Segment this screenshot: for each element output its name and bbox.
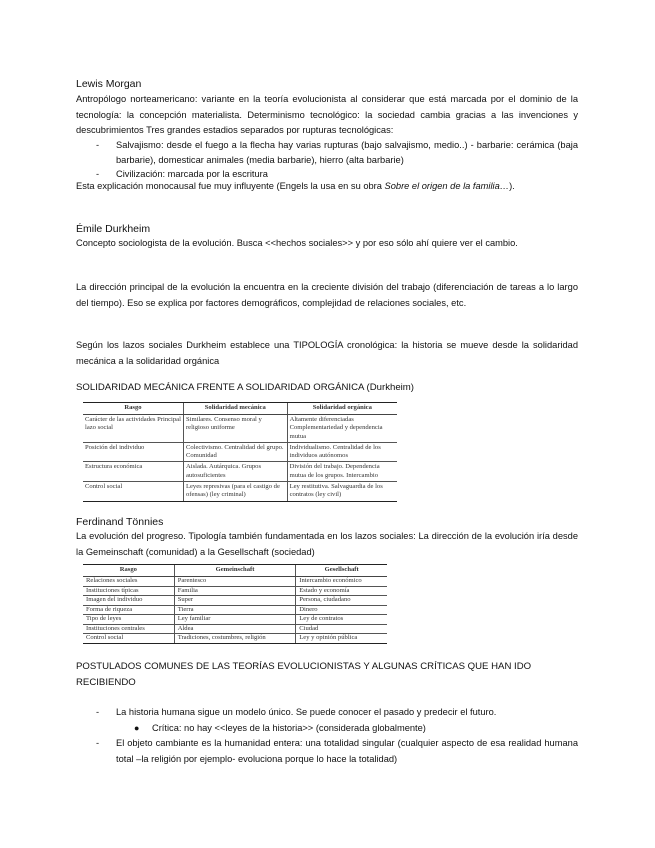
table-row: [83, 624, 387, 634]
table-row: [83, 442, 397, 462]
gemeinschaft-table: [83, 564, 387, 644]
table-cell: Instituciones típicas: [83, 586, 174, 596]
durkheim-paragraph-1: Concepto sociologista de la evolución. Busca <<hechos sociales>> y por eso sólo ahí quiere ver el cambio.: [76, 238, 518, 248]
tonnies-paragraph: La evolución del progreso. Tipología también fundamentada en los lazos sociales: La dirección de la evolución iría desde la Gemeinschaft (comunidad) a la Gesellschaft (sociedad): [76, 531, 578, 557]
list-item-text: Crítica: no hay <<leyes de la historia>> (considerada globalmente): [152, 722, 426, 733]
table-cell: Ley de contratos: [296, 615, 387, 625]
list-item: [76, 705, 578, 736]
morgan-influence-paragraph: [76, 179, 578, 195]
table-cell: Aldea: [174, 624, 296, 634]
table-cell: Intercambio económico: [296, 577, 387, 587]
table-cell: Carácter de las actividades Principal lazo social: [83, 415, 183, 443]
table-row: [83, 634, 387, 644]
postulados-list: [76, 705, 578, 767]
bullet-dot-icon: ●: [134, 722, 140, 733]
table-row: [83, 596, 387, 606]
table-cell: Ley familiar: [174, 615, 296, 625]
table-row: [83, 415, 397, 443]
table-cell: Dinero: [296, 605, 387, 615]
morgan-paragraph: Antropólogo norteamericano: variante en la teoría evolucionista al considerar que está marcada por el dominio de la tecnología: la concepción materialista. Determinismo tecnológico: la sociedad cambia gracias a las invenciones y descubrimientos Tres grandes estadios separados por rupturas tecnológicas:: [76, 94, 578, 135]
table-header: Gemeinschaft: [174, 565, 296, 577]
table-cell: Forma de riqueza: [83, 605, 174, 615]
table-cell: Imagen del individuo: [83, 596, 174, 606]
table-cell: Aislada. Autárquica. Grupos autosuficientes: [183, 462, 287, 482]
table-row: [83, 586, 387, 596]
table-cell: Parentesco: [174, 577, 296, 587]
morgan-stages-list: [76, 138, 578, 182]
table-cell: Ciudad: [296, 624, 387, 634]
table-header-row: [83, 565, 387, 577]
section-heading-durkheim: Émile Durkheim: [76, 223, 151, 235]
list-item-text: Civilización: marcada por la escritura: [116, 169, 268, 179]
table-cell: Individualismo. Centralidad de los individuos autónomos: [287, 442, 397, 462]
table-header: Solidaridad mecánica: [183, 403, 287, 415]
table-cell: Posición del individuo: [83, 442, 183, 462]
table-header-row: [83, 403, 397, 415]
table-row: [83, 462, 397, 482]
table-cell: Ley restitutiva. Salvaguardia de los contratos (ley civil): [287, 482, 397, 502]
table-cell: División del trabajo. Dependencia mutua de los grupos. Intercambio: [287, 462, 397, 482]
table-header: Rasgo: [83, 565, 174, 577]
list-item-text: La historia humana sigue un modelo único. Se puede conocer el pasado y predecir el futuro.: [116, 707, 497, 717]
table-row: [83, 605, 387, 615]
table-cell: Altamente diferenciadas Complementariedad y dependencia mutua: [287, 415, 397, 443]
list-item-text: El objeto cambiante es la humanidad entera: una totalidad singular (cualquier aspecto de esa realidad humana total –la religión por ejemplo- evoluciona porque lo hace la totalidad): [116, 738, 578, 764]
table-header: Rasgo: [83, 403, 183, 415]
table-row: [83, 577, 387, 587]
table-cell: Colectivismo. Centralidad del grupo. Comunidad: [183, 442, 287, 462]
table-row: [83, 615, 387, 625]
list-item: [76, 138, 578, 167]
table-cell: Control social: [83, 634, 174, 644]
solidarity-table: [83, 402, 397, 502]
durkheim-paragraph-3: Según los lazos sociales Durkheim establece una TIPOLOGÍA cronológica: la historia se mueve desde la solidaridad mecánica a la solidaridad orgánica: [76, 340, 578, 366]
section-heading-morgan: Lewis Morgan: [76, 78, 142, 90]
table-cell: Instituciones centrales: [83, 624, 174, 634]
table-header: Solidaridad orgánica: [287, 403, 397, 415]
list-item-text: Salvajismo: desde el fuego a la flecha hay varias rupturas (bajo salvajismo, medio..) - barbarie: cerámica (baja barbarie), domesticar animales (media barbarie), hierro (alta barbarie): [116, 140, 578, 165]
list-item: [76, 736, 578, 767]
durkheim-paragraph-2: La dirección principal de la evolución la encuentra en la creciente división del trabajo (diferenciación de tareas a lo largo del tiempo). Eso se explica por factores demográficos, complejidad de relaciones sociales, etc.: [76, 282, 578, 308]
table-cell: Similares. Consenso moral y religioso uniforme: [183, 415, 287, 443]
table-cell: Tierra: [174, 605, 296, 615]
dash-marker: -: [96, 707, 100, 717]
table-cell: Relaciones sociales: [83, 577, 174, 587]
table-header: Gesellschaft: [296, 565, 387, 577]
dash-marker: -: [96, 738, 100, 748]
list-item: [76, 721, 578, 737]
book-title: Sobre el origen de la familia…: [384, 181, 510, 191]
table-cell: Estructura económica: [83, 462, 183, 482]
text-run: ).: [509, 181, 515, 191]
table-cell: Control social: [83, 482, 183, 502]
table-cell: Super: [174, 596, 296, 606]
section-heading-postulados: POSTULADOS COMUNES DE LAS TEORÍAS EVOLUCIONISTAS Y ALGUNAS CRÍTICAS QUE HAN IDO RECIBIENDO: [76, 661, 532, 688]
dash-marker: -: [96, 140, 100, 150]
table-cell: Ley y opinión pública: [296, 634, 387, 644]
table-cell: Tradiciones, costumbres, religión: [174, 634, 296, 644]
table-cell: Familia: [174, 586, 296, 596]
solidarity-table-title: SOLIDARIDAD MECÁNICA FRENTE A SOLIDARIDAD ORGÁNICA (Durkheim): [76, 382, 414, 393]
table-cell: Persona, ciudadano: [296, 596, 387, 606]
dash-marker: -: [96, 169, 100, 179]
table-row: [83, 482, 397, 502]
text-run: Esta explicación monocausal fue muy influyente (Engels la usa en su obra: [76, 181, 385, 191]
table-cell: Tipo de leyes: [83, 615, 174, 625]
table-cell: Estado y economía: [296, 586, 387, 596]
postulados-sublist: [76, 721, 578, 737]
table-cell: Leyes represivas (para el castigo de ofensas) (ley criminal): [183, 482, 287, 502]
section-heading-tonnies: Ferdinand Tönnies: [76, 516, 164, 528]
